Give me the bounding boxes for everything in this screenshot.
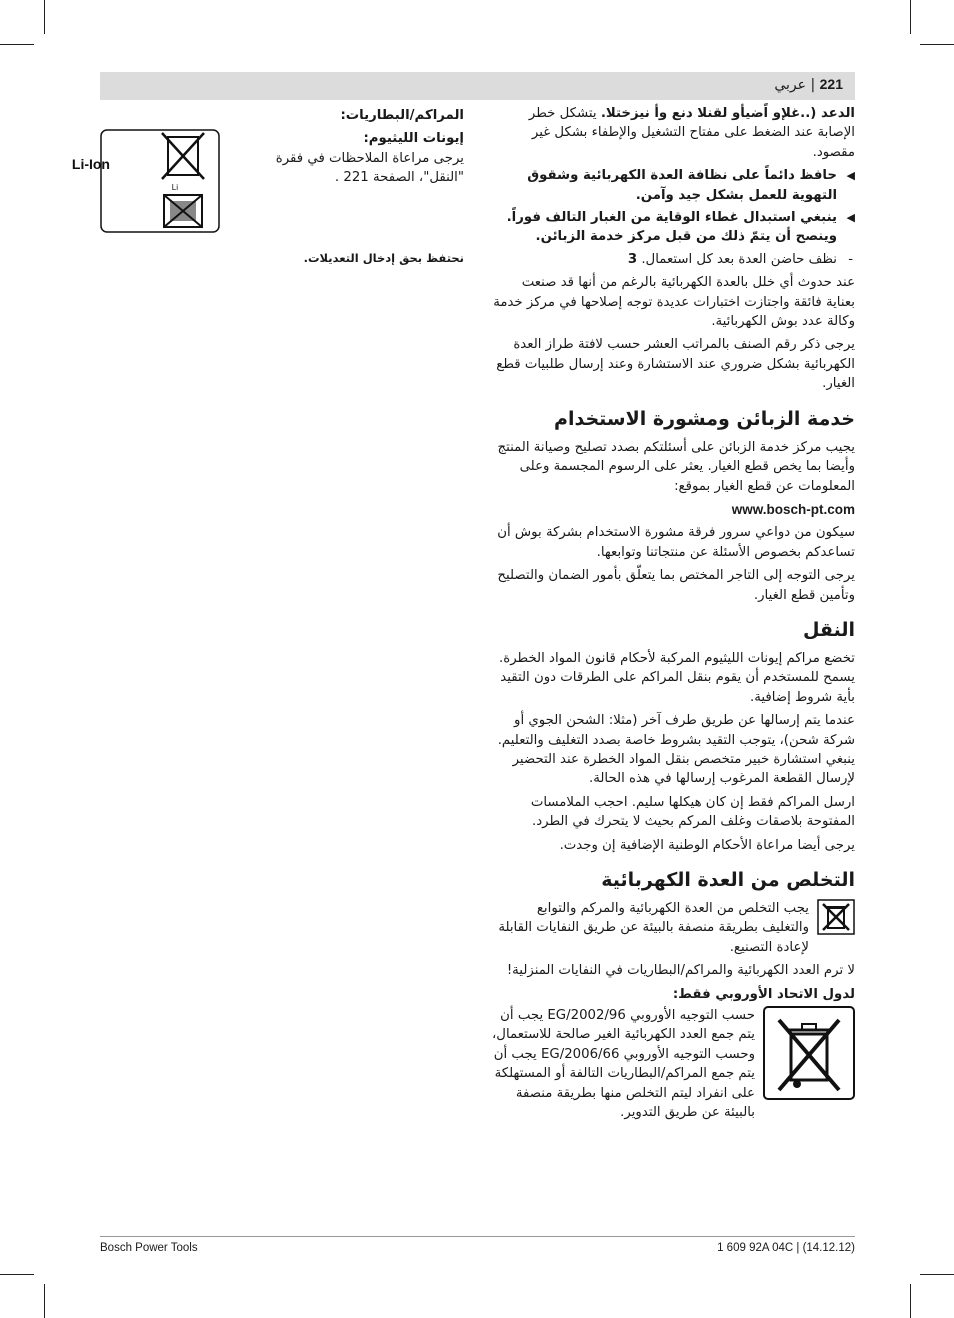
intro-warning-bold: الدعد (..غلإو اًضيأو لقنلا دنع وأ نيزختلا. [600,106,855,121]
black-triangle-pointer-icon: ◀ [846,211,855,225]
batteries-heading: المراكم/البطاريات: [340,108,464,123]
crossed-battery-icon [71,129,220,233]
li-ion-note: يرجى مراعاة الملاحظات في فقرة "النقل"، الصفحة 221 . [275,150,464,186]
li-small-label: Li [171,183,178,193]
left-column [71,104,464,273]
crop-mark [920,44,954,45]
disposal-paragraph-2: لا ترم العدد الكهربائية والمراكم/البطاريات في النفايات المنزلية! [506,963,855,979]
service-paragraph-2: سيكون من دواعي سرور فرقة مشورة الاستخدام بشركة بوش أن تساعدكم بخصوص الأسئلة عن منتجاتنا وتوابعها. [497,525,855,560]
page-number: 221 [819,76,843,92]
repair-paragraph: عند حدوث أي خلل بالعدة الكهربائية بالرغم من أنها قد صنعت بعناية فائقة واجتازت اختبارات عديدة توجه إصلاحها في مركز خدمة وكالة عدد بوش الكهربائية. [493,275,855,330]
part-number-paragraph: يرجى ذكر رقم الصنف بالمراتب العشر حسب لافتة طراز العدة الكهربائية بشكل ضروري عند الاستشارة وعند إرسال طلبيات قطع الغيار. [496,337,855,392]
li-ion-subheading: إيونات الليثيوم: [363,131,464,147]
transport-paragraph-4: يرجى أيضا مراعاة الأحكام الوطنية الإضافية إن وجدت. [559,837,855,853]
crossed-out-wheelie-bin-icon [817,899,855,935]
eu-row [490,1006,855,1126]
dash-item-text: نظف حاضن العدة بعد كل استعمال. [641,251,837,267]
crop-mark [44,1284,45,1318]
dash-mark: - [848,251,853,267]
li-ion-text [228,129,464,187]
eu-heading: لدول الاتحاد الأوروبي فقط: [672,986,855,1002]
header-language: عربي [774,77,807,93]
black-triangle-pointer-icon: ◀ [846,169,855,183]
bullet-text: حافظ دائماً على نظافة العدة الكهربائية وشقوق التهوية للعمل بشكل جيد وآمن. [527,168,837,203]
eu-text: حسب التوجيه الأوروبي 2002/96/EG يجب أن يتم جمع العدد الكهربائية الغير صالحة للاستعمال، وحسب التوجيه الأوروبي 2006/66/EG يجب أن يتم جمع المراكم/البطاريات التالفة أو المستهلكة على انفراد ليتم التخلص منها بطريقة منصفة بالبيئة عن طريق التدوير. [492,1008,755,1121]
disposal-paragraph-1: يجب التخلص من العدة الكهربائية والمركم والتوابع والتغليف بطريقة منصفة بالبيئة عن طريق النفايات القابلة لإعادة التصنيع. [498,901,809,955]
intro-warning [490,104,855,162]
li-ion-row [71,129,464,233]
crop-mark [0,44,34,45]
dash-item-number: 3 [627,251,638,267]
header-separator: | [806,77,816,93]
bullet-item [490,208,855,247]
intro-warning-rest: يتشكل خطر الإصابة عند الضغط على مفتاح التشغيل والإطفاء بشكل غير مقصود. [528,106,855,160]
service-heading: خدمة الزبائن ومشورة الاستخدام [554,407,855,430]
crop-mark [44,0,45,34]
service-paragraph-3: يرجى التوجه إلى التاجر المختص بما يتعلّق بأمور الضمان والتصليح وتأمين قطع الغيار. [497,568,855,603]
header-text [774,76,843,93]
li-ion-label: Li-Ion [71,156,110,173]
transport-paragraph-1: تخضع مراكم إيونات الليثيوم المركبة لأحكام قانون المواد الخطرة. يسمح للمستخدم أن يقوم بنقل المراكم على الطرقات دون التقيد بأية شروط إضافية. [499,650,855,705]
bullet-item [490,166,855,205]
modification-note: نحتفظ بحق إدخال التعديلات. [303,251,464,266]
footer-document-id: 1 609 92A 04C | (14.12.12) [717,1242,855,1254]
disposal-row [490,899,855,961]
transport-paragraph-3: ارسل المراكم فقط إن كان هيكلها سليم. احجب الملامسات المفتوحة بلاصقات وغلف المركم بحيث لا يتحرك في الطرد. [530,794,855,830]
crop-mark [920,1274,954,1275]
crop-mark [910,1284,911,1318]
page-header [100,72,855,100]
bullet-text: ينبغي استبدال غطاء الوقاية من الغبار التالف فوراً. وينصح أن يتمّ ذلك من قبل مركز خدمة الزبائن. [506,210,837,245]
service-paragraph-1: يجيب مركز خدمة الزبائن على أسئلتكم بصدد تصليح وصيانة المنتج وأيضا بما يخص قطع الغيار. يعثر على الرسوم المجسمة وعلى المعلومات عن قطع الغيار بموقع: [497,439,855,494]
crop-mark [0,1274,34,1275]
footer-brand: Bosch Power Tools [100,1242,198,1254]
transport-paragraph-2: عندما يتم إرسالها عن طريق طرف آخر (مثلا: الشحن الجوي أو شركة شحن)، يتوجب التقيد بشروط خاصة بصدد التغليف والتعليم. ينبغي استشارة خبير متخصص بنقل المواد الخطرة عند التحضير لإرسال القطعة المرغوب إرسالها في هذه الحالة. [497,713,855,787]
crossed-out-wheelie-bin-icon [763,1006,855,1100]
disposal-heading: التخلص من العدة الكهربائية [601,869,855,891]
transport-heading: النقل [802,618,855,641]
dash-item [490,250,855,269]
service-url[interactable]: www.bosch-pt.com [731,501,855,517]
right-column [490,104,855,1126]
footer-divider [100,1236,855,1237]
crop-mark [910,0,911,34]
